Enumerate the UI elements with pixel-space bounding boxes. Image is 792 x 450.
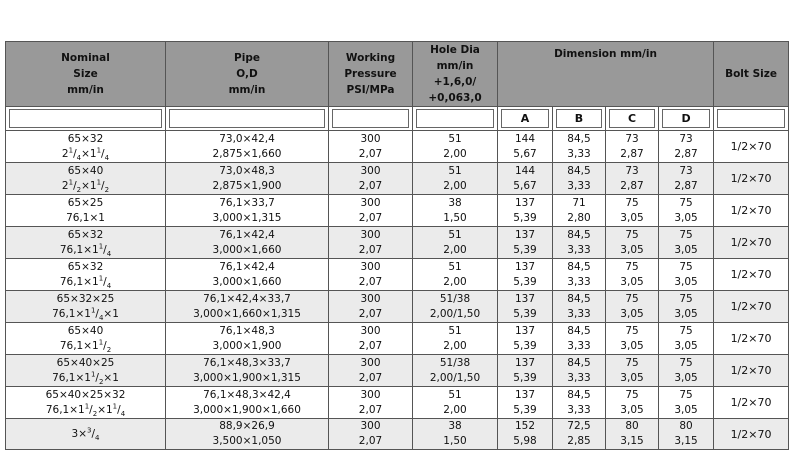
cell-nominal-line: $76,1\times 1^1/_2$ — [59, 338, 112, 354]
cell-d — [659, 131, 714, 163]
cell-hole-line: 2,00/1,50 — [429, 307, 481, 320]
cell-nominal — [6, 163, 166, 195]
cell-c-line: 75 — [625, 356, 639, 369]
cell-pressure — [329, 355, 413, 387]
cell-a-line: 5,67 — [513, 179, 537, 192]
cell-c-line: 2,87 — [620, 179, 644, 192]
cell-pressure-line: 300 — [360, 132, 381, 145]
cell-b-line: 3,33 — [567, 403, 591, 416]
cell-pressure-line: 300 — [360, 388, 381, 401]
table-row — [6, 419, 789, 450]
cell-b-line: 84,5 — [567, 228, 591, 241]
cell-pipe — [166, 323, 329, 355]
cell-d-line: 3,05 — [674, 403, 698, 416]
spec-table — [5, 41, 789, 450]
cell-pipe-line: 2,875×1,900 — [212, 179, 282, 192]
cell-b — [553, 195, 606, 227]
cell-pipe — [166, 291, 329, 323]
cell-d-line: 3,15 — [674, 435, 698, 447]
cell-hole-line: 51 — [448, 260, 462, 273]
table-row — [6, 131, 789, 163]
cell-b-line: 84,5 — [567, 164, 591, 177]
cell-pressure — [329, 291, 413, 323]
cell-c-line: 75 — [625, 228, 639, 241]
cell-pipe-line: 3,000×1,660 — [212, 275, 282, 288]
cell-pressure-line: 300 — [360, 292, 381, 305]
cell-pressure — [329, 323, 413, 355]
cell-hole-line: 2,00 — [443, 147, 467, 160]
subheader-dim-d: D — [659, 107, 714, 131]
cell-pipe-line: 76,1×42,4×33,7 — [203, 292, 291, 305]
cell-hole — [413, 195, 498, 227]
cell-pressure-line: 2,07 — [358, 147, 383, 160]
cell-a-line: 137 — [514, 196, 536, 209]
cell-nominal-line: $3\times^3/_4$ — [71, 426, 100, 442]
cell-nominal-line: $2^1/_2\times 1^1/_2$ — [61, 178, 110, 194]
cell-pressure-line: 300 — [360, 228, 381, 241]
cell-hole — [413, 355, 498, 387]
cell-d-line: 73 — [679, 164, 693, 177]
cell-d-line: 75 — [679, 356, 693, 369]
cell-a-line: 5,39 — [513, 211, 537, 224]
cell-nominal-line: $76,1\times 1^1/_2\times 1$ — [52, 370, 119, 386]
cell-pipe — [166, 131, 329, 163]
cell-c — [606, 131, 659, 163]
cell-pipe — [166, 259, 329, 291]
subheader-blank-bolt — [714, 107, 789, 131]
cell-b — [553, 323, 606, 355]
cell-b-line: 84,5 — [567, 292, 591, 305]
cell-pressure — [329, 419, 413, 450]
cell-a — [498, 163, 553, 195]
cell-c — [606, 195, 659, 227]
cell-bolt: 1/2×70 — [714, 291, 789, 323]
cell-pressure — [329, 195, 413, 227]
cell-pipe — [166, 355, 329, 387]
cell-a — [498, 131, 553, 163]
cell-nominal-line: $2^1/_4\times 1^1/_4$ — [61, 146, 110, 162]
cell-pressure-line: 300 — [360, 164, 381, 177]
cell-b — [553, 291, 606, 323]
cell-hole-line: 51/38 — [439, 292, 471, 305]
cell-hole — [413, 227, 498, 259]
cell-a-line: 5,39 — [513, 307, 537, 320]
cell-c-line: 75 — [625, 324, 639, 337]
cell-hole-line: 2,00 — [443, 275, 467, 288]
table-row — [6, 227, 789, 259]
cell-c — [606, 163, 659, 195]
table-row — [6, 195, 789, 227]
cell-c-line: 3,05 — [620, 339, 644, 352]
cell-nominal-line: $76,1\times 1^1/_4\times 1$ — [52, 306, 119, 322]
header-pipe-od: Pipe O,D mm/in — [166, 42, 329, 107]
cell-pressure-line: 2,07 — [358, 403, 383, 416]
cell-c-line: 2,87 — [620, 147, 644, 160]
cell-bolt: 1/2×70 — [714, 259, 789, 291]
cell-pressure-line: 2,07 — [358, 307, 383, 320]
cell-bolt: 1/2×70 — [714, 131, 789, 163]
cell-pipe-line: 76,1×42,4 — [219, 228, 275, 241]
cell-a-line: 144 — [514, 132, 536, 145]
subheader-dim-a: A — [498, 107, 553, 131]
cell-nominal — [6, 227, 166, 259]
cell-bolt: 1/2×70 — [714, 195, 789, 227]
cell-pipe-line: 73,0×42,4 — [219, 132, 275, 145]
cell-pipe — [166, 227, 329, 259]
cell-b — [553, 227, 606, 259]
cell-a-line: 5,39 — [513, 403, 537, 416]
subheader-dim-c: C — [606, 107, 659, 131]
cell-nominal — [6, 387, 166, 419]
table-row — [6, 387, 789, 419]
cell-nominal-line: 65×32 — [67, 260, 104, 273]
cell-pipe-line: 73,0×48,3 — [219, 164, 275, 177]
cell-d-line: 3,05 — [674, 243, 698, 256]
cell-pressure — [329, 163, 413, 195]
cell-hole-line: 1,50 — [443, 211, 467, 224]
cell-pipe-line: 76,1×33,7 — [219, 196, 275, 209]
cell-hole-line: 2,00 — [443, 179, 467, 192]
cell-pressure-line: 2,07 — [358, 211, 383, 224]
cell-hole-line: 38 — [448, 420, 462, 432]
subheader-blank-pressure — [329, 107, 413, 131]
table-row — [6, 291, 789, 323]
cell-hole — [413, 131, 498, 163]
cell-d — [659, 163, 714, 195]
cell-nominal — [6, 355, 166, 387]
cell-b — [553, 259, 606, 291]
cell-b — [553, 355, 606, 387]
cell-bolt: 1/2×70 — [714, 163, 789, 195]
cell-d — [659, 323, 714, 355]
cell-pipe-line: 76,1×48,3×33,7 — [203, 356, 291, 369]
cell-d-line: 3,05 — [674, 275, 698, 288]
cell-c-line: 75 — [625, 196, 639, 209]
cell-hole-line: 1,50 — [443, 435, 467, 447]
cell-nominal-line: $76,1\times 1^1/_4$ — [59, 242, 112, 258]
cell-nominal — [6, 131, 166, 163]
cell-b-line: 2,80 — [567, 211, 591, 224]
cell-c-line: 3,05 — [620, 371, 644, 384]
table-row — [6, 259, 789, 291]
cell-d — [659, 387, 714, 419]
cell-pipe-line: 3,000×1,660 — [212, 243, 282, 256]
cell-pressure-line: 2,07 — [358, 339, 383, 352]
cell-nominal-line: 65×32 — [67, 132, 104, 145]
cell-pressure-line: 300 — [360, 356, 381, 369]
cell-a — [498, 355, 553, 387]
header-bolt-size: Bolt Size — [714, 42, 789, 107]
cell-hole — [413, 419, 498, 450]
cell-nominal-line: 65×40 — [67, 164, 104, 177]
cell-d-line: 3,05 — [674, 339, 698, 352]
cell-pressure — [329, 131, 413, 163]
cell-c-line: 75 — [625, 388, 639, 401]
cell-pressure-line: 2,07 — [358, 435, 383, 447]
cell-b-line: 84,5 — [567, 388, 591, 401]
cell-b-line: 3,33 — [567, 243, 591, 256]
cell-b — [553, 131, 606, 163]
cell-c-line: 80 — [625, 420, 639, 432]
cell-pipe-line: 76,1×48,3×42,4 — [203, 388, 291, 401]
cell-d-line: 73 — [679, 132, 693, 145]
cell-a — [498, 387, 553, 419]
cell-b-line: 84,5 — [567, 260, 591, 273]
cell-b-line: 84,5 — [567, 356, 591, 369]
cell-c-line: 73 — [625, 164, 639, 177]
header-nominal-size: Nominal Size mm/in — [6, 42, 166, 107]
cell-a — [498, 195, 553, 227]
cell-a-line: 5,39 — [513, 275, 537, 288]
cell-d-line: 3,05 — [674, 211, 698, 224]
cell-c-line: 3,15 — [620, 435, 644, 447]
cell-c — [606, 387, 659, 419]
cell-nominal-line: 76,1×1 — [66, 211, 105, 224]
cell-a-line: 137 — [514, 388, 536, 401]
cell-pressure-line: 300 — [360, 260, 381, 273]
cell-c — [606, 259, 659, 291]
cell-c-line: 3,05 — [620, 275, 644, 288]
cell-d — [659, 291, 714, 323]
cell-d-line: 3,05 — [674, 307, 698, 320]
subheader-blank-nominal — [6, 107, 166, 131]
cell-a-line: 137 — [514, 356, 536, 369]
cell-d-line: 75 — [679, 196, 693, 209]
cell-hole-line: 38 — [448, 196, 462, 209]
cell-b — [553, 387, 606, 419]
cell-pipe-line: 76,1×48,3 — [219, 324, 275, 337]
table-row — [6, 163, 789, 195]
cell-d-line: 3,05 — [674, 371, 698, 384]
cell-b-line: 3,33 — [567, 147, 591, 160]
cell-b-line: 3,33 — [567, 339, 591, 352]
cell-bolt: 1/2×70 — [714, 355, 789, 387]
cell-c-line: 3,05 — [620, 243, 644, 256]
cell-hole — [413, 323, 498, 355]
cell-d-line: 75 — [679, 228, 693, 241]
cell-nominal-line: $76,1\times 1^1/_2\times 1^1/_4$ — [45, 402, 126, 418]
cell-hole-line: 51 — [448, 132, 462, 145]
cell-d — [659, 259, 714, 291]
cell-b-line: 3,33 — [567, 371, 591, 384]
cell-d-line: 75 — [679, 292, 693, 305]
cell-c-line: 75 — [625, 292, 639, 305]
header-dimension: Dimension mm/in — [498, 42, 714, 107]
cell-pressure-line: 2,07 — [358, 275, 383, 288]
cell-d-line: 75 — [679, 324, 693, 337]
cell-c-line: 73 — [625, 132, 639, 145]
cell-c-line: 3,05 — [620, 211, 644, 224]
cell-pressure — [329, 227, 413, 259]
cell-nominal — [6, 323, 166, 355]
cell-b — [553, 163, 606, 195]
cell-pressure-line: 300 — [360, 420, 381, 432]
cell-pressure-line: 2,07 — [358, 243, 383, 256]
header-working-pressure: Working Pressure PSI/MPa — [329, 42, 413, 107]
cell-hole-line: 2,00 — [443, 243, 467, 256]
cell-pipe — [166, 387, 329, 419]
cell-a-line: 5,98 — [513, 435, 537, 447]
cell-c — [606, 291, 659, 323]
cell-nominal-line: 65×40×25 — [56, 356, 115, 369]
cell-hole — [413, 387, 498, 419]
cell-a-line: 5,39 — [513, 243, 537, 256]
cell-hole-line: 2,00/1,50 — [429, 371, 481, 384]
cell-pipe-line: 3,000×1,315 — [212, 211, 282, 224]
cell-c-line: 3,05 — [620, 307, 644, 320]
cell-c — [606, 227, 659, 259]
cell-pressure — [329, 259, 413, 291]
cell-c-line: 3,05 — [620, 403, 644, 416]
cell-b — [553, 419, 606, 450]
cell-d — [659, 195, 714, 227]
cell-d — [659, 227, 714, 259]
table-body — [6, 131, 789, 450]
cell-pipe — [166, 163, 329, 195]
cell-nominal — [6, 195, 166, 227]
cell-hole-line: 51 — [448, 388, 462, 401]
cell-pipe-line: 2,875×1,660 — [212, 147, 282, 160]
cell-b-line: 3,33 — [567, 179, 591, 192]
cell-a-line: 137 — [514, 228, 536, 241]
subheader-dim-b: B — [553, 107, 606, 131]
cell-pressure — [329, 387, 413, 419]
cell-d-line: 75 — [679, 388, 693, 401]
cell-a-line: 5,39 — [513, 339, 537, 352]
header-hole-dia: Hole Dia mm/in +1,6,0/ +0,063,0 — [413, 42, 498, 107]
cell-a — [498, 227, 553, 259]
cell-a-line: 152 — [514, 420, 536, 432]
cell-b-line: 3,33 — [567, 275, 591, 288]
cell-nominal-line: 65×32 — [67, 228, 104, 241]
cell-pipe-line: 3,000×1,900 — [212, 339, 282, 352]
cell-nominal-line: 65×25 — [67, 196, 104, 209]
cell-hole — [413, 163, 498, 195]
cell-d-line: 2,87 — [674, 179, 698, 192]
cell-hole — [413, 259, 498, 291]
cell-pipe-line: 88,9×26,9 — [219, 420, 275, 432]
cell-hole-line: 51 — [448, 164, 462, 177]
cell-nominal — [6, 259, 166, 291]
cell-b-line: 2,85 — [567, 435, 591, 447]
cell-a — [498, 323, 553, 355]
cell-a-line: 5,67 — [513, 147, 537, 160]
cell-a-line: 137 — [514, 260, 536, 273]
cell-c — [606, 355, 659, 387]
cell-b-line: 3,33 — [567, 307, 591, 320]
cell-a — [498, 419, 553, 450]
cell-d-line: 75 — [679, 260, 693, 273]
cell-a — [498, 259, 553, 291]
cell-a-line: 137 — [514, 292, 536, 305]
cell-c — [606, 419, 659, 450]
cell-a — [498, 291, 553, 323]
cell-pipe-line: 3,000×1,900×1,660 — [193, 403, 301, 416]
cell-pressure-line: 300 — [360, 196, 381, 209]
cell-a-line: 137 — [514, 324, 536, 337]
cell-a-line: 144 — [514, 164, 536, 177]
cell-a-line: 5,39 — [513, 371, 537, 384]
cell-nominal-line: 65×40 — [67, 324, 104, 337]
cell-pipe-line: 3,000×1,660×1,315 — [193, 307, 301, 320]
cell-pipe — [166, 419, 329, 450]
cell-bolt: 1/2×70 — [714, 323, 789, 355]
cell-pressure-line: 2,07 — [358, 371, 383, 384]
cell-nominal — [6, 291, 166, 323]
cell-hole-line: 51 — [448, 324, 462, 337]
cell-nominal-line: $76,1\times 1^1/_4$ — [59, 274, 112, 290]
cell-c-line: 75 — [625, 260, 639, 273]
cell-nominal — [6, 419, 166, 450]
cell-pipe-line: 3,000×1,900×1,315 — [193, 371, 301, 384]
cell-bolt: 1/2×70 — [714, 387, 789, 419]
cell-hole-line: 2,00 — [443, 403, 467, 416]
cell-bolt: 1/2×70 — [714, 419, 789, 450]
subheader-blank-hole — [413, 107, 498, 131]
cell-pressure-line: 2,07 — [358, 179, 383, 192]
cell-d-line: 80 — [679, 420, 693, 432]
cell-c — [606, 323, 659, 355]
table-row — [6, 355, 789, 387]
cell-pressure-line: 300 — [360, 324, 381, 337]
cell-bolt: 1/2×70 — [714, 227, 789, 259]
cell-nominal-line: 65×40×25×32 — [45, 388, 126, 401]
cell-b-line: 72,5 — [567, 420, 591, 432]
cell-b-line: 84,5 — [567, 324, 591, 337]
cell-pipe-line: 76,1×42,4 — [219, 260, 275, 273]
cell-d-line: 2,87 — [674, 147, 698, 160]
subheader-blank-pipe — [166, 107, 329, 131]
cell-b-line: 84,5 — [567, 132, 591, 145]
cell-d — [659, 355, 714, 387]
table-row — [6, 323, 789, 355]
cell-hole — [413, 291, 498, 323]
cell-hole-line: 51 — [448, 228, 462, 241]
cell-d — [659, 419, 714, 450]
cell-hole-line: 2,00 — [443, 339, 467, 352]
cell-b-line: 71 — [572, 196, 586, 209]
cell-pipe-line: 3,500×1,050 — [212, 435, 282, 447]
cell-nominal-line: 65×32×25 — [56, 292, 115, 305]
cell-pipe — [166, 195, 329, 227]
cell-hole-line: 51/38 — [439, 356, 471, 369]
